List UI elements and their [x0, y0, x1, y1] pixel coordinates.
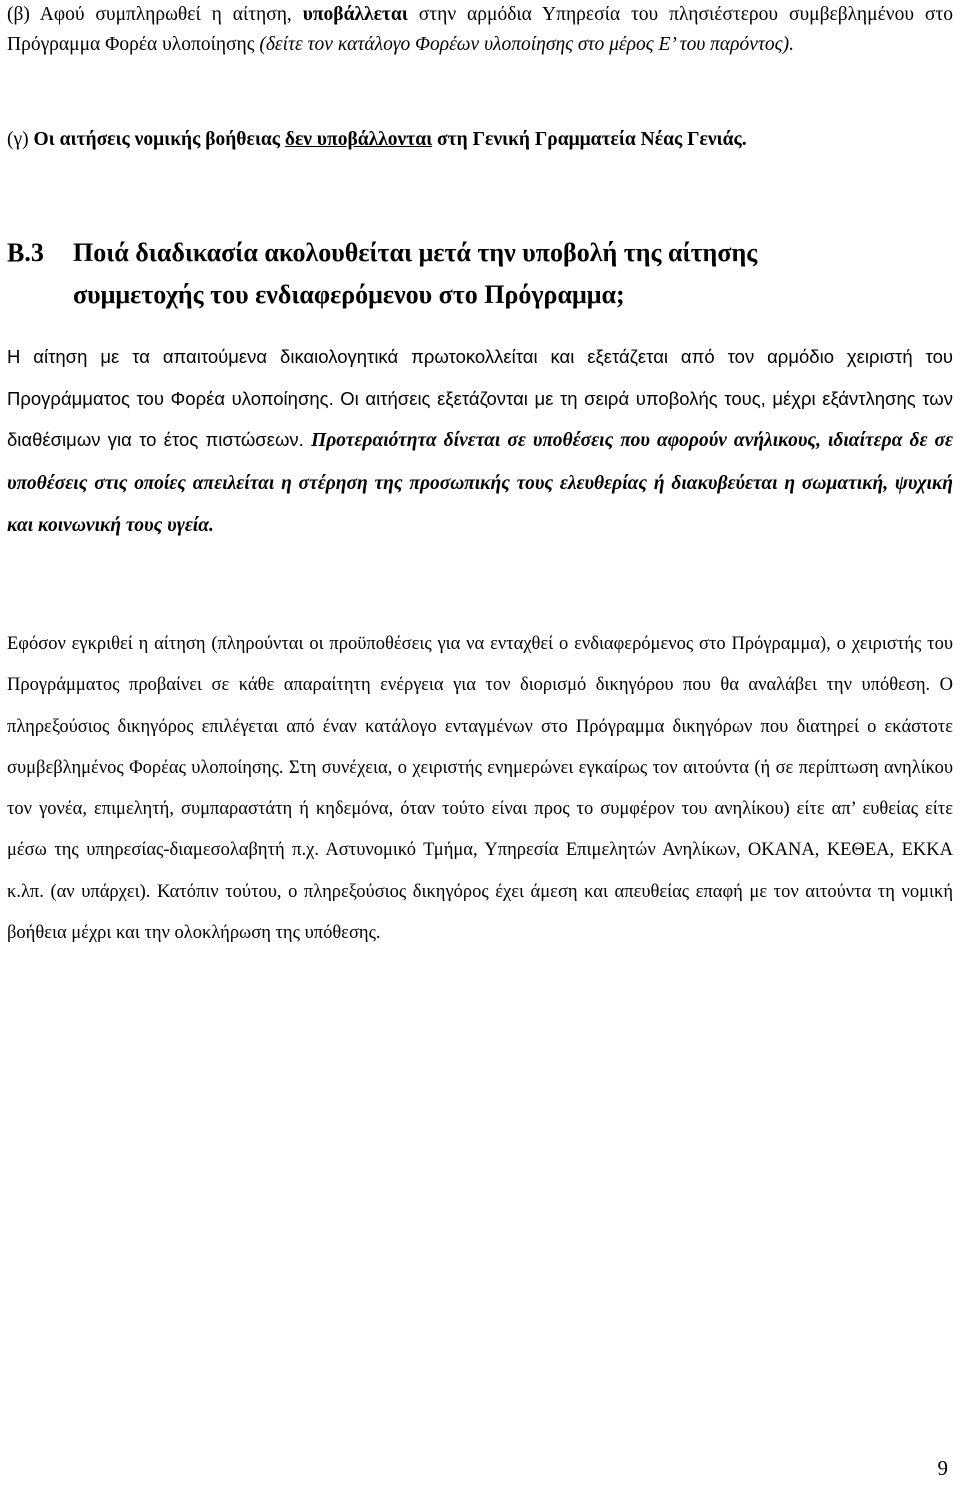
section-title-line-1: Ποιά διαδικασία ακολουθείται μετά την υποβολή της αίτησης: [73, 238, 758, 267]
section-title-line-2: συμμετοχής του ενδιαφερόμενου στο Πρόγραμμα;: [73, 280, 625, 309]
priority-emphasis-text: Προτεραιότητα δίνεται σε υποθέσεις που αφορούν ανήλικους, ιδιαίτερα δε σε υποθέσεις στις οποίες απειλείται η στέρηση της προσωπικής τους ελευθερίας ή διακυβεύεται η σωματική, ψυχική και κοινωνική τους υγεία.: [7, 430, 953, 536]
item-g-label: (γ): [7, 129, 29, 150]
item-b-label: (β): [7, 4, 30, 25]
item-b-paragraph: [7, 0, 953, 59]
item-g-bold-text-2: στη Γενική Γραμματεία Νέας Γενιάς.: [432, 129, 747, 150]
item-b-text-1: Αφού συμπληρωθεί η αίτηση,: [39, 4, 303, 25]
approval-paragraph: [7, 624, 953, 954]
item-b-italic-reference: (δείτε τον κατάλογο Φορέων υλοποίησης στο μέρος Ε’ του παρόντος).: [259, 33, 794, 55]
approval-text: Εφόσον εγκριθεί η αίτηση (πληρούνται οι προϋποθέσεις για να ενταχθεί ο ενδιαφερόμενος στο Πρόγραμμα), ο χειριστής του Προγράμματος προβαίνει σε κάθε απαραίτητη ενέργεια για τον διορισμό δικηγόρου που θα αναλάβει την υπόθεση. Ο πληρεξούσιος δικηγόρος επιλέγεται από έναν κατάλογο ενταγμένων στο Πρόγραμμα δικηγόρων που διατηρεί ο εκάστοτε συμβεβλημένος Φορέας υλοποίησης. Στη συνέχεια, ο χειριστής ενημερώνει εγκαίρως τον αιτούντα (ή σε περίπτωση ανηλίκου τον γονέα, επιμελητή, συμπαραστάτη ή κηδεμόνα, όταν τούτο είναι προς το συμφέρον του ανηλίκου) είτε απ’ ευθείας είτε μέσω της υπηρεσίας-διαμεσολαβητή π.χ. Αστυνομικό Τμήμα, Υπηρεσία Επιμελητών Ανηλίκων, ΟΚΑΝΑ, ΚΕΘΕΑ, ΕΚΚΑ κ.λπ. (αν υπάρχει). Κατόπιν τούτου, ο πληρεξούσιος δικηγόρος έχει άμεση και απευθείας επαφή με τον αιτούντα τη νομική βοήθεια μέχρι και την ολοκλήρωση της υπόθεσης.: [7, 634, 953, 944]
item-g-paragraph: [7, 125, 953, 154]
procedure-text: Η αίτηση με τα απαιτούμενα δικαιολογητικά πρωτοκολλείται και εξετάζεται από τον αρμόδιο χειριστή του Προγράμματος του Φορέα υλοποίησης. Οι αιτήσεις εξετάζονται με τη σειρά υποβολής τους, μέχρι εξάντλησης των διαθέσιμων για το έτος πιστώσεων.: [7, 346, 953, 450]
section-heading: [7, 232, 953, 316]
page-number: 9: [937, 1456, 948, 1480]
item-b-bold-submitted: υποβάλλεται: [302, 4, 408, 25]
item-g-bold-text-1: Οι αιτήσεις νομικής βοήθειας: [28, 129, 285, 150]
item-b-text-2: στην αρμόδια Υπηρεσία του πλησιέστερου συμβεβλημένου στο Πρόγραμμα Φορέα υλοποίησης: [7, 4, 953, 55]
item-g-underlined-not-submitted: δεν υποβάλλονται: [284, 129, 433, 150]
procedure-paragraph: [7, 336, 953, 547]
section-number: Β.3: [7, 238, 44, 267]
